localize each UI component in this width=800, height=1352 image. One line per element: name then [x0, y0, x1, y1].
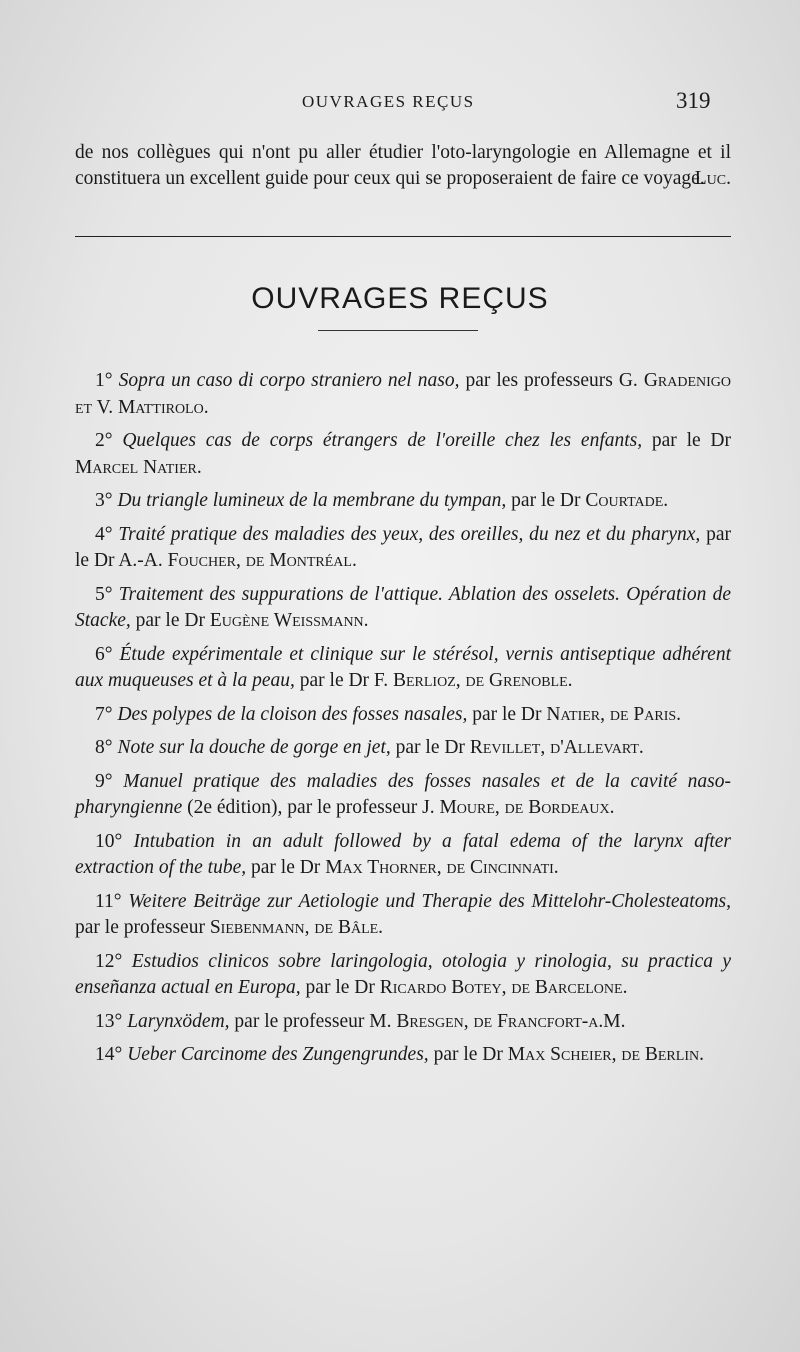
entry-author: Bresgen, de Francfort-a.M.	[396, 1010, 626, 1032]
entry-number: 12°	[95, 950, 123, 972]
reviewer-signature: Luc.	[694, 168, 731, 189]
entry-details: par le Dr	[246, 857, 326, 878]
entry-author: Ricardo Botey, de Barcelone.	[379, 977, 628, 998]
entry-details: par le professeur M.	[229, 1010, 397, 1032]
entry-author: Eugène Weissmann.	[209, 610, 369, 631]
entry-author: Foucher, de Montréal.	[167, 550, 357, 571]
entry-number: 14°	[95, 1044, 123, 1065]
entry-number: 11°	[95, 890, 122, 912]
entry-details: par le Dr	[506, 490, 586, 511]
list-item	[75, 368, 731, 421]
list-item	[75, 522, 731, 575]
running-head-title: OUVRAGES REÇUS	[302, 92, 475, 111]
entry-details: par le Dr A.-A.	[75, 523, 731, 571]
entry-number: 1°	[95, 370, 113, 391]
section-title: OUVRAGES REÇUS	[251, 282, 549, 315]
list-item	[75, 889, 731, 942]
entry-number: 7°	[95, 703, 113, 725]
entry-details: par le Dr	[390, 737, 470, 758]
entry-number: 10°	[95, 830, 123, 852]
running-head	[0, 88, 800, 122]
entry-title: Traitement des suppurations de l'attique. Ablation des osselets. Opération de Stacke,	[75, 583, 731, 631]
entry-details: par le Dr	[467, 703, 547, 725]
entry-title: Larynxödem,	[127, 1010, 230, 1032]
entry-author: Max Scheier, de Berlin.	[507, 1044, 704, 1065]
list-item	[75, 829, 731, 882]
entry-title: Note sur la douche de gorge en jet,	[117, 737, 391, 758]
list-item	[75, 949, 731, 1002]
entry-details: par les professeurs G.	[459, 370, 644, 391]
entry-title: Ueber Carcinome des Zungengrundes,	[127, 1044, 429, 1065]
entry-number: 3°	[95, 490, 113, 511]
entry-author: Gradenigo et V. Mattirolo.	[75, 370, 732, 418]
list-item	[75, 735, 731, 762]
entry-title: Sopra un caso di corpo straniero nel naso,	[118, 370, 460, 391]
entry-title: Estudios clinicos sobre laringologia, otologia y rinologia, su practica y enseñanza actual en Europa,	[75, 950, 732, 998]
entry-title: Traité pratique des maladies des yeux, des oreilles, du nez et du pharynx,	[118, 523, 701, 545]
entry-title: Quelques cas de corps étrangers de l'oreille chez les enfants,	[122, 430, 643, 451]
entry-details: (2e édition), par le professeur J.	[182, 797, 440, 818]
entry-details: par le professeur	[75, 917, 210, 938]
entry-number: 8°	[95, 737, 113, 758]
entry-title: Étude expérimentale et clinique sur le stérésol, vernis antiseptique adhérent aux muqueuses et à la peau,	[75, 643, 731, 691]
list-item	[75, 1042, 731, 1069]
list-item	[75, 428, 731, 481]
entry-author: Natier, de Paris.	[546, 703, 682, 725]
list-item	[75, 488, 731, 515]
entry-number: 6°	[95, 643, 113, 665]
entry-title: Weitere Beiträge zur Aetiologie und Therapie des Mittelohr-Cholesteatoms,	[128, 890, 732, 912]
list-item	[75, 642, 731, 695]
title-underline	[318, 330, 478, 331]
entry-author: Marcel Natier.	[75, 456, 202, 478]
list-item	[75, 702, 731, 729]
entry-number: 5°	[95, 583, 113, 605]
entry-author: Courtade.	[585, 490, 669, 511]
entry-author: Berlioz, de Grenoble.	[392, 670, 573, 691]
entry-details: par le Dr F.	[294, 670, 393, 691]
entry-title: Du triangle lumineux de la membrane du tympan,	[117, 490, 507, 511]
entry-number: 4°	[95, 523, 113, 545]
received-works-list	[75, 368, 731, 1076]
entry-number: 9°	[95, 770, 113, 792]
entry-author: Moure, de Bordeaux.	[439, 797, 615, 818]
entry-details: par le Dr	[642, 430, 731, 451]
list-item	[75, 1009, 731, 1036]
entry-author: Siebenmann, de Bâle.	[209, 917, 384, 938]
entry-author: Max Thorner, de Cincinnati.	[325, 857, 559, 878]
entry-title: Intubation in an adult followed by a fatal edema of the larynx after extraction of the tube,	[75, 830, 732, 878]
entry-number: 2°	[95, 430, 113, 451]
entry-details: par le Dr	[130, 610, 210, 631]
page-number: 319	[676, 88, 711, 113]
entry-author: Revillet, d'Allevart.	[469, 737, 644, 758]
entry-details: par le Dr	[300, 977, 380, 998]
intro-text: de nos collègues qui n'ont pu aller étudier l'oto-laryngologie en Allemagne et il constituera un excellent guide pour ceux qui se proposeraient de faire ce voyage.	[75, 142, 731, 189]
intro-paragraph	[75, 140, 731, 192]
entry-number: 13°	[95, 1010, 123, 1032]
list-item	[75, 582, 731, 635]
separator-rule	[75, 236, 731, 237]
list-item	[75, 769, 731, 822]
entry-title: Manuel pratique des maladies des fosses nasales et de la cavité naso-pharyngienne	[75, 770, 731, 818]
entry-title: Des polypes de la cloison des fosses nasales,	[117, 703, 468, 725]
entry-details: par le Dr	[428, 1044, 508, 1065]
